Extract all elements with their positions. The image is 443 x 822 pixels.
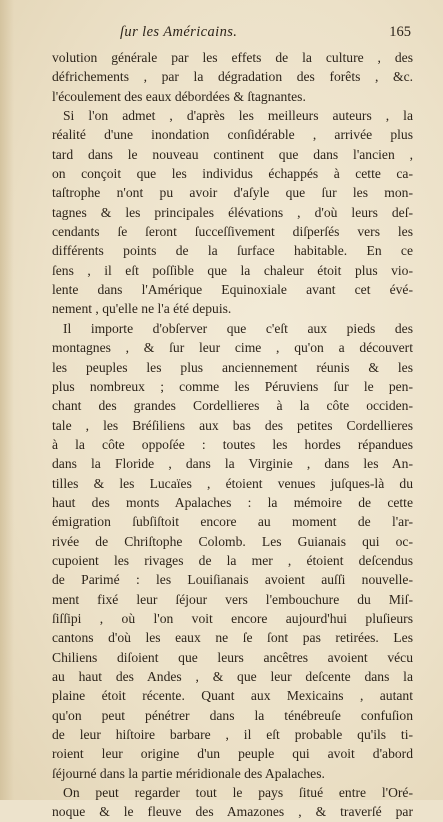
text-line: ment fixé leur ſéjour vers l'embouchure du Miſ- — [52, 591, 413, 607]
text-line: nement , qu'elle ne l'a été depuis. — [52, 301, 232, 317]
text-line: Si l'on admet , d'après les meilleurs auteurs , la — [63, 108, 413, 124]
running-head-title: ſur les Américains. — [120, 24, 238, 40]
running-head — [52, 24, 413, 46]
text-line: montagnes , & ſur leur cime , qu'on a découvert — [52, 340, 413, 356]
text-line: émigration ſubſiſtoit encore au moment de l'ar- — [52, 514, 413, 530]
text-line: tale , les Bréſiliens aux bas des petites Cordellieres — [52, 417, 413, 433]
text-line: Il importe d'obſerver que c'eſt aux pieds des — [63, 320, 413, 336]
text-line: rivée de Chriſtophe Colomb. Les Guianais qui oc- — [52, 533, 413, 549]
text-line: chant des grandes Cordellieres à la côte occiden- — [52, 398, 413, 414]
text-line: cupoient les rivages de la mer , étoient deſcendus — [52, 552, 413, 568]
text-line: différents points de la ſurface habitable. En ce — [52, 243, 413, 259]
text-line: tagnes & les principales élévations , d'où leurs deſ- — [52, 204, 413, 220]
text-line: de Parimé : les Louiſianais avoient auſſi nouvelle- — [52, 572, 413, 588]
text-line: lente dans l'Amérique Equinoxiale avant cet évé- — [52, 282, 413, 298]
body-text — [52, 48, 413, 822]
page-number: 165 — [389, 24, 411, 40]
text-line: tilles & les Lucaïes , étoient venues juſques-là du — [52, 475, 413, 491]
text-line: les peuples les plus anciennement réunis & les — [52, 359, 413, 375]
text-line: ſens , il eſt poſſible que la chaleur étoit plus vio- — [52, 262, 413, 278]
text-line: Chiliens diſoient que leurs ancêtres avoient vécu — [52, 649, 413, 665]
text-line: de leur hiſtoire barbare , il eſt probable qu'ils ti- — [52, 727, 413, 743]
text-line: On peut regarder tout le pays ſitué entre l'Oré- — [63, 785, 413, 801]
text-line: tard dans le nouveau continent que dans l'ancien , — [52, 146, 413, 162]
text-line: au haut des Andes , & que leur deſcente dans la — [52, 669, 413, 684]
text-line: à la côte oppoſée : toutes les hordes répandues — [52, 436, 413, 452]
text-line: roient leur origine d'un peuple qui avoit d'abord — [52, 746, 413, 762]
text-line: cantons d'où les eaux ne ſe ſont pas retirées. Les — [52, 630, 413, 646]
text-line: défrichements , par la dégradation des forêts , &c. — [52, 69, 413, 85]
text-line: ſiſſipi , où l'on voit encore aujourd'hui pluſieurs — [52, 610, 413, 626]
text-line: noque & le fleuve des Amazones , & traverſé par — [52, 804, 413, 820]
text-line: plus nombreux ; comme les Péruviens ſur le pen- — [52, 378, 413, 394]
text-line: taſtrophe n'ont pu avoir d'aſyle que ſur les mon- — [52, 185, 413, 201]
text-line: cendants ſe ſeront ſucceſſivement diſperſés vers les — [52, 224, 413, 240]
text-line: haut des monts Apalaches : la mémoire de cette — [52, 494, 413, 510]
text-line: l'écoulement des eaux débordées & ſtagnantes. — [52, 88, 306, 104]
text-line: réalité d'une inondation conſidérable , arrivée plus — [52, 127, 413, 143]
text-line: dans la Floride , dans la Virginie , dans les An- — [52, 456, 413, 472]
text-line: ſéjourné dans la partie méridionale des Apalaches. — [52, 765, 325, 781]
text-line: on conçoit que les individus échappés à cette ca- — [52, 166, 413, 182]
text-line: qu'on peut pénétrer dans la ténébreuſe confuſion — [52, 707, 413, 723]
text-line: volution générale par les effets de la culture , des — [52, 50, 413, 65]
gutter-shadow — [0, 0, 14, 800]
text-line: plaine étoit récente. Quant aux Mexicains , autant — [52, 688, 413, 704]
